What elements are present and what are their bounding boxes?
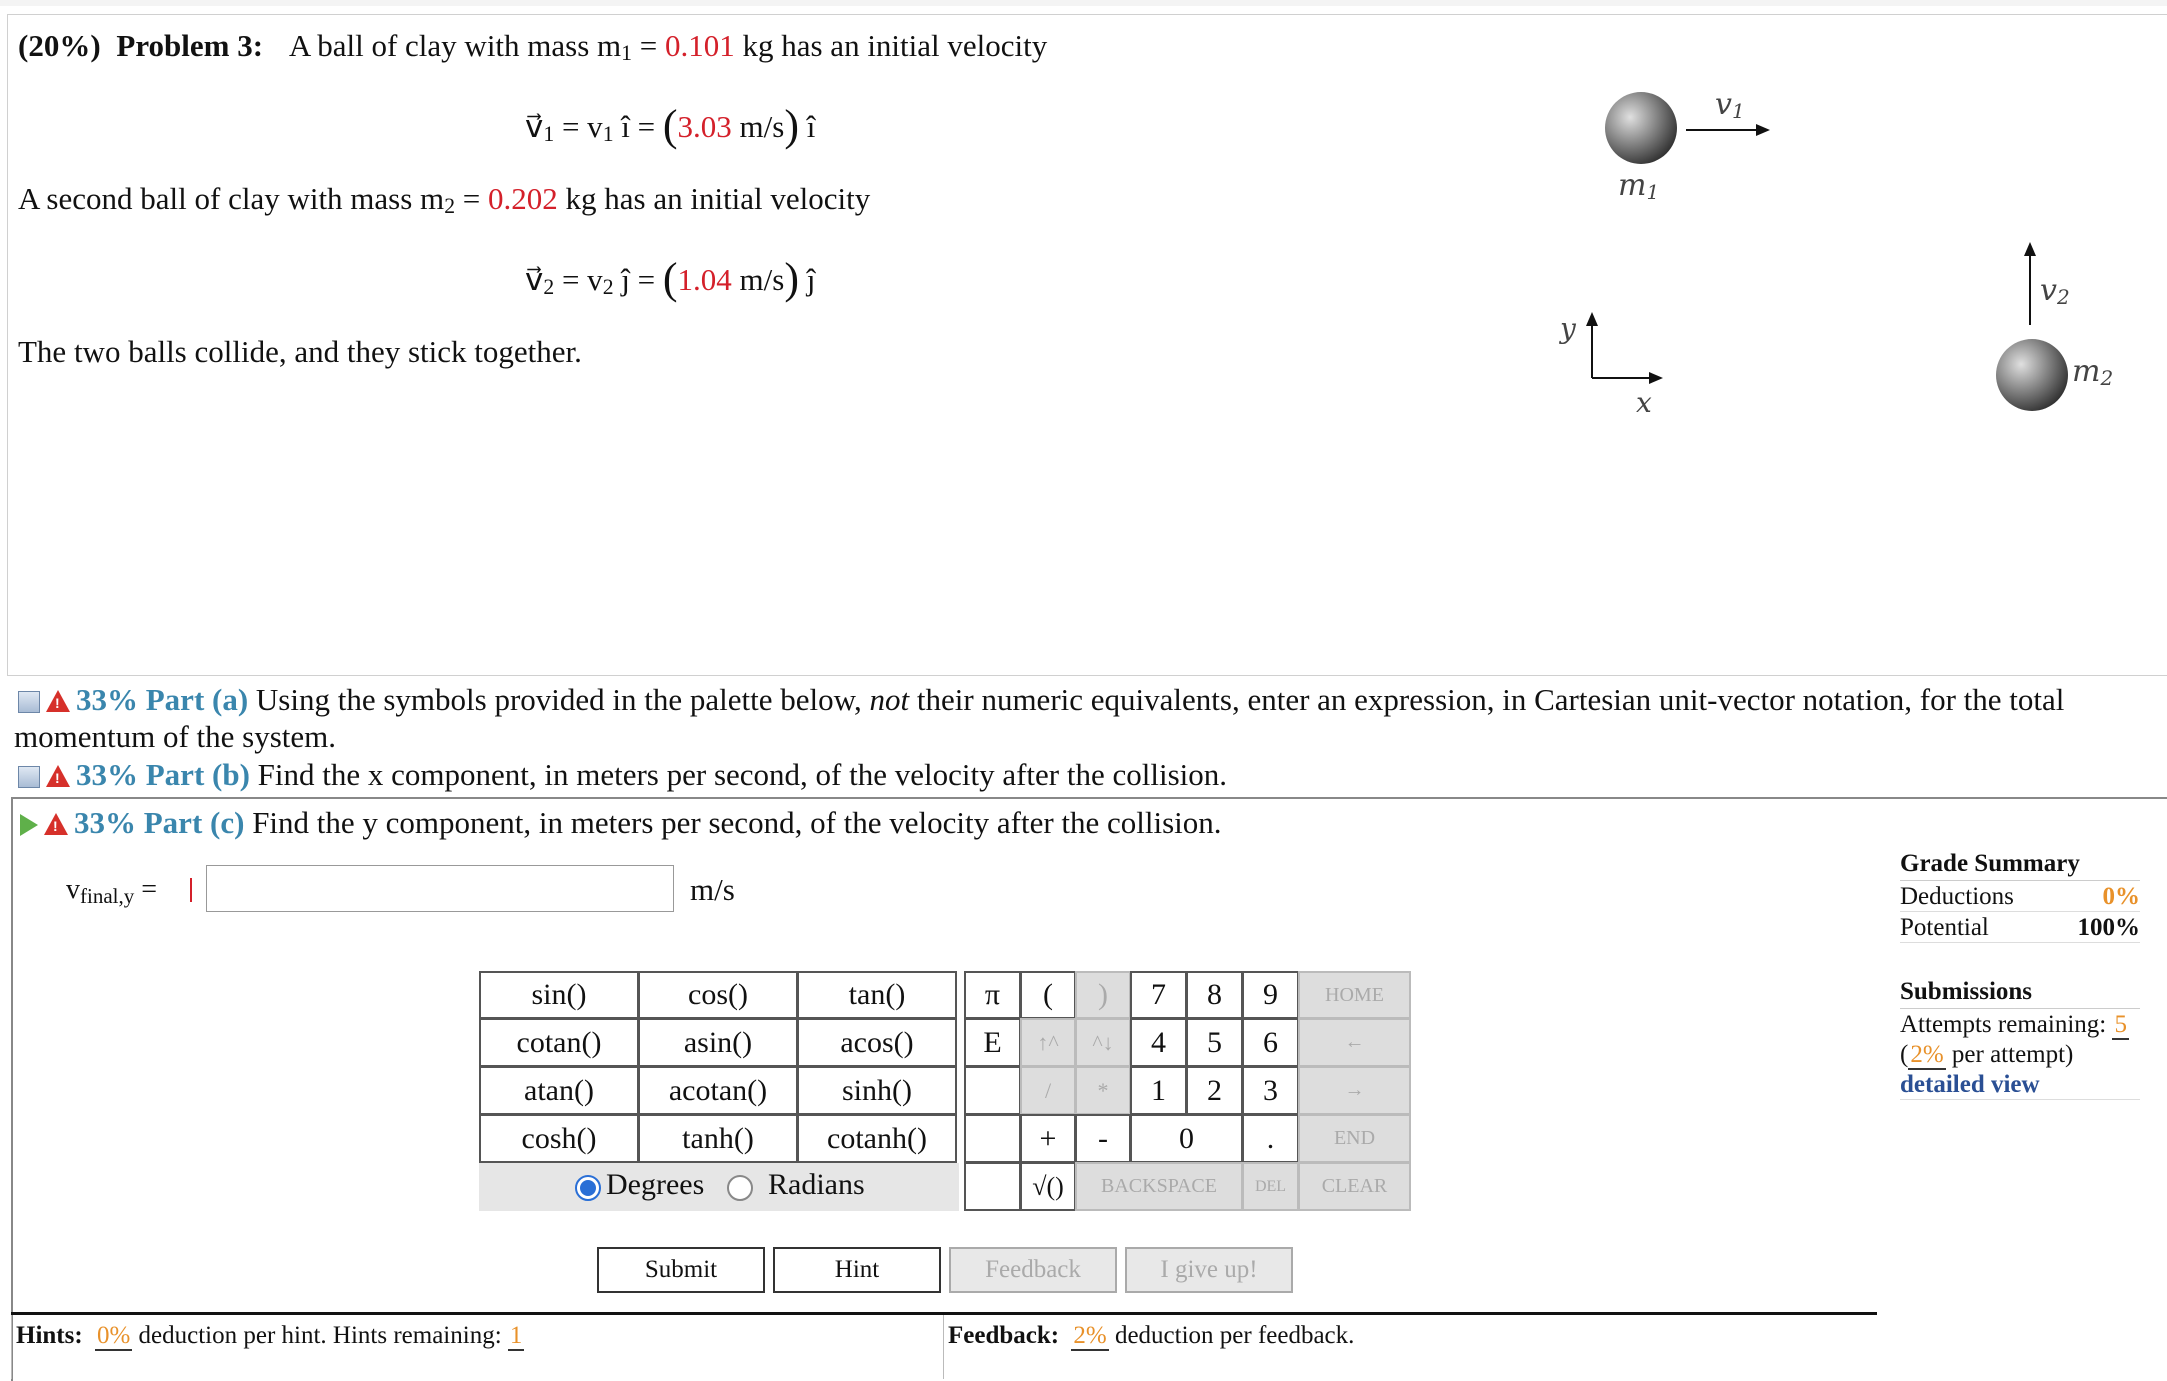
axis-y-label: y bbox=[1560, 312, 1576, 345]
key-home[interactable]: HOME bbox=[1298, 971, 1411, 1019]
eq-sign: = bbox=[632, 28, 665, 63]
key-blank-2 bbox=[964, 1114, 1021, 1163]
part-b[interactable] bbox=[18, 757, 1227, 793]
key-backspace[interactable]: BACKSPACE bbox=[1075, 1162, 1243, 1211]
key-4[interactable]: 4 bbox=[1130, 1018, 1187, 1067]
feedback-label: Feedback: bbox=[948, 1322, 1060, 1349]
hints-panel-border bbox=[11, 1315, 12, 1379]
key-left[interactable]: ← bbox=[1298, 1018, 1411, 1067]
key-pi[interactable]: π bbox=[964, 971, 1021, 1019]
feedback-button[interactable]: Feedback bbox=[949, 1247, 1117, 1293]
axis-x-label: x bbox=[1636, 386, 1652, 419]
line2-post: kg has an initial velocity bbox=[557, 181, 871, 216]
m2-value: 0.202 bbox=[488, 181, 558, 216]
key-right[interactable]: → bbox=[1298, 1066, 1411, 1115]
part-a-emph: not bbox=[869, 682, 910, 717]
part-a[interactable] bbox=[18, 682, 2064, 718]
key-cotanh[interactable]: cotanh() bbox=[797, 1114, 957, 1163]
key-clear[interactable]: CLEAR bbox=[1298, 1162, 1411, 1211]
part-c-title: 33% Part (c) bbox=[74, 805, 245, 840]
part-a-text-b: their numeric equivalents, enter an expression, in Cartesian unit-vector notation, for the total bbox=[909, 682, 2065, 717]
key-minus[interactable]: - bbox=[1075, 1114, 1131, 1163]
key-lparen[interactable]: ( bbox=[1020, 971, 1076, 1019]
part-b-text: Find the x component, in meters per second, of the velocity after the collision. bbox=[249, 757, 1228, 792]
v1-unit: m/s bbox=[731, 109, 785, 144]
per-attempt: (2% per attempt) bbox=[1900, 1041, 2074, 1068]
key-dot[interactable]: . bbox=[1242, 1114, 1299, 1163]
key-asin[interactable]: asin() bbox=[638, 1018, 798, 1067]
hints-text: deduction per hint. Hints remaining: bbox=[132, 1322, 508, 1349]
label-m2: m2 bbox=[2072, 354, 2114, 390]
key-sin[interactable]: sin() bbox=[479, 971, 639, 1019]
key-1[interactable]: 1 bbox=[1130, 1066, 1187, 1115]
potential-row: Potential 100% bbox=[1900, 914, 2140, 941]
key-7[interactable]: 7 bbox=[1130, 971, 1187, 1019]
key-2[interactable]: 2 bbox=[1186, 1066, 1243, 1115]
detailed-view-link[interactable]: detailed view bbox=[1900, 1071, 2140, 1100]
warning-icon bbox=[46, 690, 70, 712]
expand-icon[interactable] bbox=[18, 691, 40, 713]
degrees-label: Degrees bbox=[606, 1168, 705, 1201]
part-b-title: 33% Part (b) bbox=[76, 757, 250, 792]
key-8[interactable]: 8 bbox=[1186, 971, 1243, 1019]
feedback-panel-border bbox=[943, 1315, 944, 1379]
radians-radio[interactable] bbox=[727, 1175, 753, 1201]
key-cosh[interactable]: cosh() bbox=[479, 1114, 639, 1163]
key-e[interactable]: E bbox=[964, 1018, 1021, 1067]
key-atan[interactable]: atan() bbox=[479, 1066, 639, 1115]
key-plus[interactable]: + bbox=[1020, 1114, 1076, 1163]
key-3[interactable]: 3 bbox=[1242, 1066, 1299, 1115]
collision-diagram bbox=[1500, 70, 2160, 430]
text-cursor bbox=[190, 878, 192, 902]
top-divider bbox=[0, 0, 2167, 6]
v1-equation: v⃗1 = v1 î = (3.03 m/s) î bbox=[525, 101, 816, 150]
part-a-text: Using the symbols provided in the palette below, bbox=[248, 682, 870, 717]
attempts-remaining: Attempts remaining: 5 bbox=[1900, 1011, 2127, 1038]
key-sqrt[interactable]: √() bbox=[1020, 1162, 1076, 1211]
ball-m2 bbox=[1996, 339, 2068, 411]
key-blank-1 bbox=[964, 1066, 1021, 1115]
hints-info bbox=[16, 1322, 524, 1350]
problem-line-1 bbox=[18, 28, 1047, 66]
label-m1: m1 bbox=[1618, 168, 1660, 204]
give-up-button[interactable]: I give up! bbox=[1125, 1247, 1293, 1293]
key-power-up[interactable]: ↑^ bbox=[1020, 1018, 1076, 1067]
key-cos[interactable]: cos() bbox=[638, 971, 798, 1019]
label-v1: v1 bbox=[1715, 87, 1745, 123]
feedback-deduction: 2% bbox=[1073, 1322, 1107, 1349]
key-0[interactable]: 0 bbox=[1130, 1114, 1243, 1163]
key-blank-3 bbox=[964, 1162, 1021, 1211]
key-power-down[interactable]: ^↓ bbox=[1075, 1018, 1131, 1067]
part-a-continuation: momentum of the system. bbox=[14, 719, 337, 754]
angle-mode-row bbox=[479, 1163, 959, 1211]
grade-summary-title: Grade Summary bbox=[1900, 850, 2140, 881]
part-a-title: 33% Part (a) bbox=[76, 682, 249, 717]
hint-button[interactable]: Hint bbox=[773, 1247, 941, 1293]
problem-percent: (20%) bbox=[18, 28, 101, 63]
problem-line-2: A second ball of clay with mass m2 = 0.202 kg has an initial velocity bbox=[18, 181, 871, 218]
expand-icon[interactable] bbox=[18, 766, 40, 788]
degrees-radio[interactable] bbox=[575, 1175, 601, 1201]
hints-remaining[interactable]: 1 bbox=[509, 1322, 523, 1349]
m1-subscript: 1 bbox=[621, 41, 632, 65]
ball-m1 bbox=[1605, 92, 1677, 164]
v1-value: 3.03 bbox=[677, 109, 732, 144]
attempts-value[interactable]: 5 bbox=[2114, 1011, 2127, 1038]
key-9[interactable]: 9 bbox=[1242, 971, 1299, 1019]
key-5[interactable]: 5 bbox=[1186, 1018, 1243, 1067]
warning-icon bbox=[44, 813, 68, 835]
v2-value: 1.04 bbox=[677, 262, 732, 297]
m2-subscript: 2 bbox=[444, 194, 456, 218]
submit-button[interactable]: Submit bbox=[597, 1247, 765, 1293]
radians-label: Radians bbox=[768, 1168, 865, 1201]
v2-equation: v⃗2 = v2 ĵ = (1.04 m/s) ĵ bbox=[525, 254, 816, 303]
problem-title: Problem 3: bbox=[116, 28, 264, 63]
problem-line-3: The two balls collide, and they stick together. bbox=[18, 334, 582, 369]
submissions-title: Submissions bbox=[1900, 978, 2140, 1009]
key-del[interactable]: DEL bbox=[1242, 1162, 1299, 1211]
hints-deduction: 0% bbox=[96, 1322, 131, 1349]
deductions-row: Deductions 0% bbox=[1900, 883, 2140, 910]
key-tan[interactable]: tan() bbox=[797, 971, 957, 1019]
hints-feedback-divider bbox=[11, 1312, 1877, 1315]
key-sinh[interactable]: sinh() bbox=[797, 1066, 957, 1115]
feedback-info bbox=[948, 1322, 1354, 1350]
hints-label: Hints: bbox=[16, 1322, 83, 1349]
m1-value: 0.101 bbox=[664, 28, 735, 63]
v2-unit: m/s bbox=[731, 262, 785, 297]
label-v2: v2 bbox=[2040, 273, 2070, 309]
key-tanh[interactable]: tanh() bbox=[638, 1114, 798, 1163]
feedback-text: deduction per feedback. bbox=[1108, 1322, 1355, 1349]
key-divide[interactable]: / bbox=[1020, 1066, 1076, 1115]
key-end[interactable]: END bbox=[1298, 1114, 1411, 1163]
answer-unit: m/s bbox=[690, 872, 735, 907]
part-c[interactable] bbox=[20, 805, 1222, 841]
key-cotan[interactable]: cotan() bbox=[479, 1018, 639, 1067]
line2-text: A second ball of clay with mass m bbox=[18, 181, 445, 216]
key-6[interactable]: 6 bbox=[1242, 1018, 1299, 1067]
key-acotan[interactable]: acotan() bbox=[638, 1066, 798, 1115]
line1-text: A ball of clay with mass m bbox=[288, 28, 622, 63]
key-multiply[interactable]: * bbox=[1075, 1066, 1131, 1115]
answer-input[interactable] bbox=[206, 865, 674, 912]
key-rparen[interactable]: ) bbox=[1075, 971, 1131, 1019]
line1-post: kg has an initial velocity bbox=[734, 28, 1048, 63]
answer-variable: vfinal,y = bbox=[66, 874, 158, 908]
warning-icon bbox=[46, 765, 70, 787]
key-acos[interactable]: acos() bbox=[797, 1018, 957, 1067]
active-part-icon bbox=[20, 814, 38, 836]
part-c-text: Find the y component, in meters per second, of the velocity after the collision. bbox=[244, 805, 1222, 840]
